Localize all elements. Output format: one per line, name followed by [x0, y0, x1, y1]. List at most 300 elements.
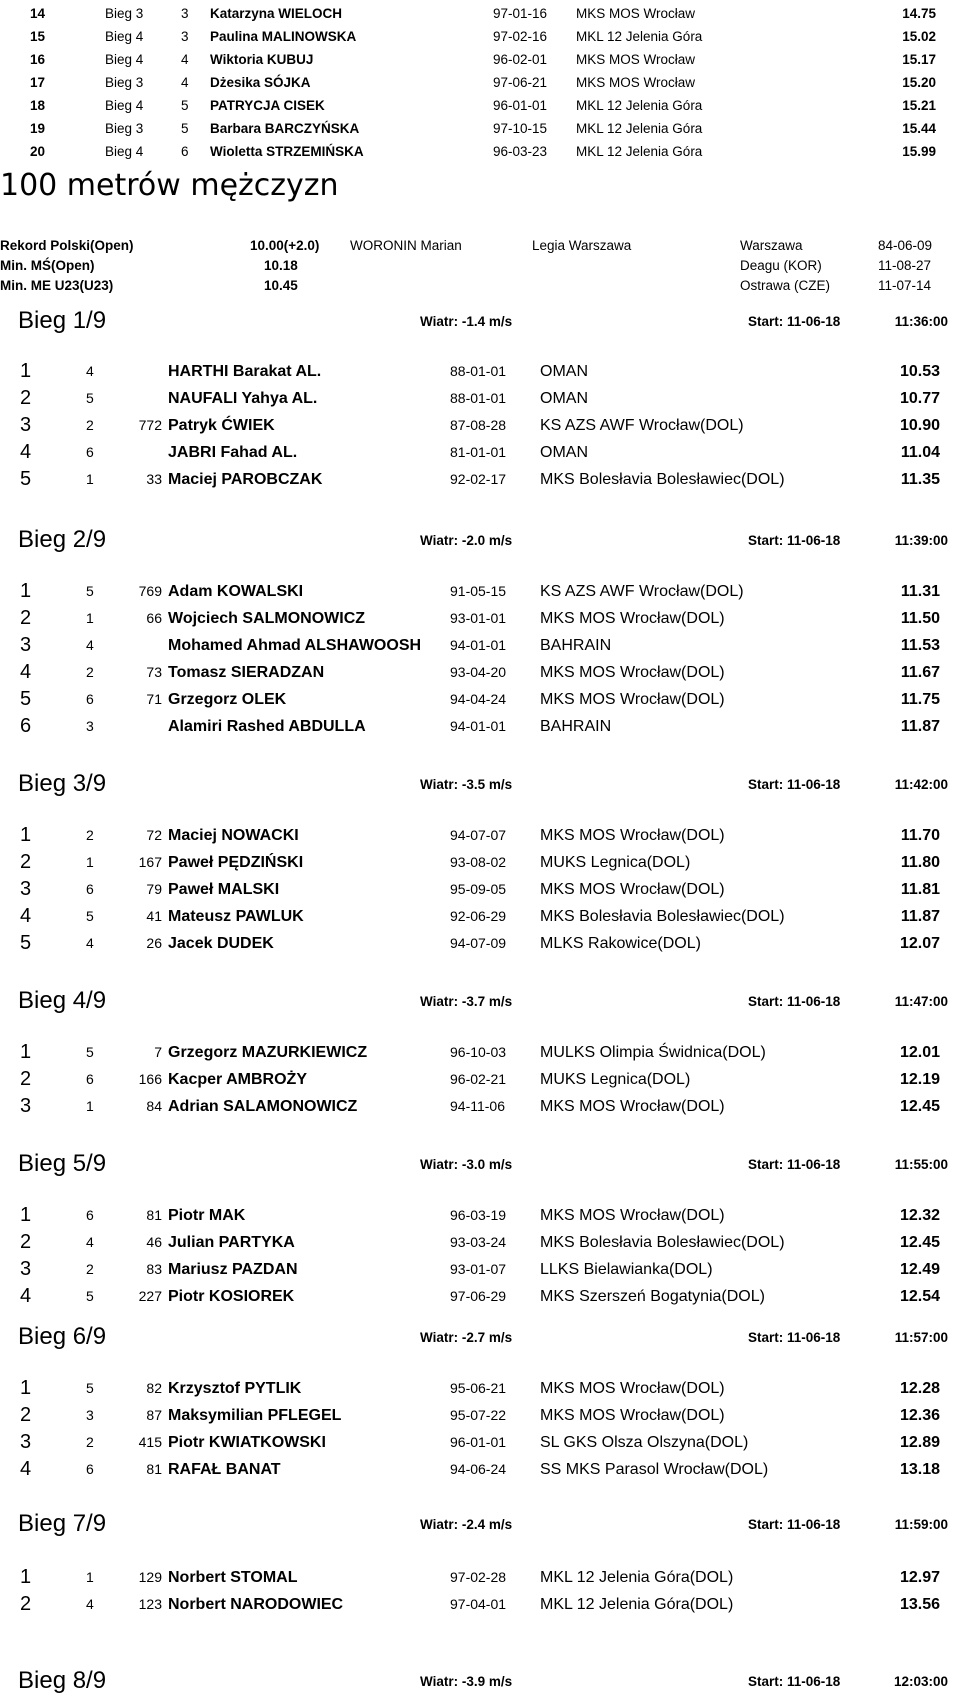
birth-date: 81-01-01 — [450, 444, 507, 460]
result-row — [0, 632, 960, 659]
place: 2 — [20, 607, 32, 629]
result: 11.67 — [900, 664, 940, 681]
bib-number: 769 — [138, 583, 162, 599]
heat: Bieg 4 — [105, 52, 144, 67]
birth-date: 94-07-09 — [450, 935, 507, 951]
athlete-name: Julian PARTYKA — [168, 1234, 295, 1251]
birth-date: 97-04-01 — [450, 1596, 507, 1612]
athlete-name: RAFAŁ BANAT — [168, 1461, 281, 1478]
lane: 5 — [86, 908, 94, 924]
birth-date: 97-06-29 — [450, 1288, 507, 1304]
athlete-name: NAUFALI Yahya AL. — [168, 390, 318, 407]
heat-start-date: Start: 11-06-18 — [748, 994, 841, 1009]
birth-date: 95-07-22 — [450, 1407, 507, 1423]
bib-number: 66 — [146, 610, 162, 626]
heat-title: Bieg 5/9 — [18, 1150, 107, 1177]
athlete-name: Norbert NARODOWIEC — [168, 1596, 344, 1613]
lane: 2 — [86, 827, 94, 843]
heat-wind: Wiatr: -1.4 m/s — [420, 314, 513, 329]
lane: 1 — [86, 471, 94, 487]
result-row — [0, 439, 960, 466]
heat: Bieg 4 — [105, 29, 144, 44]
place: 18 — [30, 98, 46, 113]
lane: 4 — [86, 1234, 94, 1250]
club: MKL 12 Jelenia Góra(DOL) — [540, 1569, 734, 1586]
birth-date: 93-04-20 — [450, 664, 507, 680]
athlete-name: Adam KOWALSKI — [168, 583, 304, 600]
athlete-name: HARTHI Barakat AL. — [168, 363, 322, 380]
heat-wind: Wiatr: -3.5 m/s — [420, 777, 513, 792]
birth-date: 97-02-16 — [493, 29, 548, 44]
heat-start-date: Start: 11-06-18 — [748, 777, 841, 792]
birth-date: 94-11-06 — [450, 1098, 506, 1114]
result: 12.49 — [899, 1261, 940, 1278]
heat-header — [0, 1507, 960, 1541]
club: OMAN — [540, 363, 588, 380]
bib-number: 73 — [146, 664, 162, 680]
lane: 5 — [86, 1044, 94, 1060]
lane: 3 — [181, 6, 189, 21]
athlete-name: Krzysztof PYTLIK — [168, 1380, 302, 1397]
record-holder: WORONIN Marian — [350, 238, 462, 253]
result: 13.56 — [899, 1596, 940, 1613]
lane: 5 — [86, 1288, 94, 1304]
lane: 6 — [181, 144, 189, 159]
bib-number: 81 — [146, 1207, 162, 1223]
result: 12.36 — [899, 1407, 940, 1424]
heat-header — [0, 767, 960, 801]
lane: 5 — [181, 121, 189, 136]
place: 15 — [30, 29, 46, 44]
bib-number: 41 — [146, 908, 162, 924]
birth-date: 96-02-21 — [450, 1071, 507, 1087]
lane: 4 — [86, 935, 94, 951]
record-label: Min. ME U23(U23) — [0, 278, 114, 293]
result-row — [0, 466, 960, 493]
heat-start-time: 11:36:00 — [894, 314, 948, 329]
place: 5 — [20, 932, 32, 954]
heat-start-time: 11:42:00 — [894, 777, 948, 792]
club: MKS MOS Wrocław(DOL) — [540, 691, 725, 708]
athlete-name: Kacper AMBROŻY — [168, 1071, 307, 1088]
bib-number: 79 — [146, 881, 162, 897]
athlete-name: PATRYCJA CISEK — [210, 98, 325, 113]
heat-header — [0, 1147, 960, 1181]
result: 12.32 — [899, 1207, 940, 1224]
bib-number: 81 — [146, 1461, 162, 1477]
record-place: Warszawa — [740, 238, 803, 253]
birth-date: 94-07-07 — [450, 827, 507, 843]
birth-date: 92-06-29 — [450, 908, 507, 924]
result: 14.75 — [902, 6, 936, 21]
athlete-name: Alamiri Rashed ABDULLA — [168, 718, 366, 735]
result: 11.35 — [900, 471, 940, 488]
heat-start-date: Start: 11-06-18 — [748, 1157, 841, 1172]
athlete-name: Paulina MALINOWSKA — [210, 29, 357, 44]
heat-start-date: Start: 11-06-18 — [748, 1330, 841, 1345]
bib-number: 129 — [138, 1569, 162, 1585]
birth-date: 93-01-01 — [450, 610, 507, 626]
lane: 5 — [86, 583, 94, 599]
heat-wind: Wiatr: -3.9 m/s — [420, 1674, 513, 1689]
place: 4 — [20, 661, 32, 683]
lane: 6 — [86, 691, 94, 707]
heat-title: Bieg 3/9 — [18, 770, 107, 797]
lane: 5 — [86, 1380, 94, 1396]
birth-date: 91-05-15 — [450, 583, 507, 599]
heat-start-time: 12:03:00 — [893, 1674, 948, 1689]
athlete-name: Katarzyna WIELOCH — [210, 6, 343, 21]
club: MKS MOS Wrocław(DOL) — [540, 1207, 725, 1224]
place: 2 — [20, 1231, 32, 1253]
athlete-name: Mohamed Ahmad ALSHAWOOSH — [168, 637, 422, 654]
place: 4 — [20, 441, 32, 463]
result-row — [0, 659, 960, 686]
place: 19 — [30, 121, 46, 136]
birth-date: 97-06-21 — [493, 75, 548, 90]
result-row — [0, 1229, 960, 1256]
lane: 4 — [86, 363, 94, 379]
place: 2 — [20, 1068, 32, 1090]
birth-date: 95-06-21 — [450, 1380, 507, 1396]
record-label: Rekord Polski(Open) — [0, 238, 134, 253]
bib-number: 772 — [138, 417, 162, 433]
heat-start-time: 11:59:00 — [894, 1517, 948, 1532]
lane: 5 — [181, 98, 189, 113]
bib-number: 26 — [146, 935, 162, 951]
bib-number: 46 — [146, 1234, 162, 1250]
record-date: 11-07-14 — [878, 278, 932, 293]
place: 1 — [20, 1566, 32, 1588]
heat-wind: Wiatr: -2.4 m/s — [420, 1517, 513, 1532]
place: 6 — [20, 715, 32, 737]
birth-date: 96-03-23 — [493, 144, 548, 159]
result: 11.75 — [900, 691, 940, 708]
table-row — [0, 71, 960, 95]
birth-date: 97-02-28 — [450, 1569, 507, 1585]
result: 15.99 — [902, 144, 936, 159]
record-row — [0, 276, 960, 296]
lane: 1 — [86, 610, 94, 626]
athlete-name: Maciej NOWACKI — [168, 827, 299, 844]
record-label: Min. MŚ(Open) — [0, 258, 95, 273]
club: LLKS Bielawianka(DOL) — [540, 1261, 713, 1278]
heat: Bieg 3 — [105, 75, 144, 90]
athlete-name: Piotr MAK — [168, 1207, 246, 1224]
heat: Bieg 3 — [105, 6, 144, 21]
heat-start-time: 11:55:00 — [894, 1157, 948, 1172]
result: 15.17 — [902, 52, 936, 67]
heat-header — [0, 1664, 960, 1698]
result-row — [0, 1039, 960, 1066]
result: 15.44 — [902, 121, 936, 136]
athlete-name: Norbert STOMAL — [168, 1569, 298, 1586]
bib-number: 166 — [138, 1071, 162, 1087]
heat-start-date: Start: 11-06-18 — [748, 1674, 841, 1689]
athlete-name: Dżesika SÓJKA — [210, 75, 311, 90]
result-row — [0, 412, 960, 439]
lane: 6 — [86, 1207, 94, 1223]
heat-wind: Wiatr: -3.0 m/s — [420, 1157, 513, 1172]
result-row — [0, 822, 960, 849]
bib-number: 7 — [154, 1044, 162, 1060]
birth-date: 94-04-24 — [450, 691, 507, 707]
place: 2 — [20, 1404, 32, 1426]
athlete-name: Wioletta STRZEMIŃSKA — [210, 144, 364, 159]
lane: 6 — [86, 444, 94, 460]
result-row — [0, 1283, 960, 1310]
result-row — [0, 385, 960, 412]
athlete-name: Mariusz PAZDAN — [168, 1261, 298, 1278]
club: MKL 12 Jelenia Góra — [576, 98, 703, 113]
place: 1 — [20, 580, 32, 602]
birth-date: 96-01-01 — [450, 1434, 507, 1450]
bib-number: 87 — [146, 1407, 162, 1423]
club: MKS MOS Wrocław(DOL) — [540, 1407, 725, 1424]
birth-date: 96-03-19 — [450, 1207, 507, 1223]
club: MUKS Legnica(DOL) — [540, 1071, 691, 1088]
record-row — [0, 256, 960, 276]
record-value: 10.18 — [264, 258, 298, 273]
athlete-name: Tomasz SIERADZAN — [168, 664, 325, 681]
result-row — [0, 358, 960, 385]
place: 1 — [20, 360, 32, 382]
club: MKL 12 Jelenia Góra — [576, 121, 703, 136]
club: MKS MOS Wrocław(DOL) — [540, 610, 725, 627]
result: 12.19 — [899, 1071, 940, 1088]
table-row — [0, 48, 960, 72]
place: 14 — [30, 6, 46, 21]
result-row — [0, 1202, 960, 1229]
result: 10.53 — [899, 363, 940, 380]
heat-wind: Wiatr: -2.7 m/s — [420, 1330, 513, 1345]
lane: 5 — [86, 390, 94, 406]
heat-title: Bieg 6/9 — [18, 1323, 107, 1350]
bib-number: 71 — [146, 691, 162, 707]
lane: 2 — [86, 417, 94, 433]
club: MKS MOS Wrocław(DOL) — [540, 664, 725, 681]
athlete-name: Paweł PĘDZIŃSKI — [168, 854, 304, 871]
result: 11.53 — [900, 637, 940, 654]
lane: 4 — [86, 637, 94, 653]
place: 1 — [20, 1041, 32, 1063]
club: MKL 12 Jelenia Góra(DOL) — [540, 1596, 734, 1613]
record-place: Deagu (KOR) — [740, 258, 822, 273]
result: 10.90 — [899, 417, 940, 434]
result: 15.20 — [902, 75, 936, 90]
club: MKS MOS Wrocław(DOL) — [540, 1380, 725, 1397]
athlete-name: Jacek DUDEK — [168, 935, 274, 952]
athlete-name: Piotr KOSIOREK — [168, 1288, 295, 1305]
heat-start-time: 11:57:00 — [894, 1330, 948, 1345]
lane: 6 — [86, 881, 94, 897]
heat-title: Bieg 2/9 — [18, 526, 107, 553]
bib-number: 84 — [146, 1098, 162, 1114]
heat-header — [0, 1320, 960, 1354]
birth-date: 93-08-02 — [450, 854, 507, 870]
result: 11.04 — [900, 444, 940, 461]
result: 12.89 — [899, 1434, 940, 1451]
lane: 2 — [86, 1261, 94, 1277]
athlete-name: Maksymilian PFLEGEL — [168, 1407, 342, 1424]
club: SL GKS Olsza Olszyna(DOL) — [540, 1434, 749, 1451]
result: 11.70 — [900, 827, 940, 844]
birth-date: 92-02-17 — [450, 471, 507, 487]
athlete-name: Patryk ĆWIEK — [168, 417, 275, 434]
result: 10.77 — [899, 390, 940, 407]
club: OMAN — [540, 444, 588, 461]
club: MKS Szerszeń Bogatynia(DOL) — [540, 1288, 765, 1305]
place: 16 — [30, 52, 46, 67]
athlete-name: Mateusz PAWLUK — [168, 908, 304, 925]
club: MUKS Legnica(DOL) — [540, 854, 691, 871]
result: 15.21 — [902, 98, 936, 113]
result: 12.45 — [899, 1098, 940, 1115]
result: 12.28 — [899, 1380, 940, 1397]
birth-date: 94-01-01 — [450, 637, 507, 653]
result-row — [0, 686, 960, 713]
result: 12.07 — [899, 935, 940, 952]
place: 5 — [20, 688, 32, 710]
result-row — [0, 1591, 960, 1618]
place: 20 — [30, 144, 46, 159]
lane: 4 — [86, 1596, 94, 1612]
lane: 2 — [86, 1434, 94, 1450]
result-row — [0, 1093, 960, 1120]
record-value: 10.45 — [264, 278, 298, 293]
result: 11.81 — [900, 881, 940, 898]
place: 2 — [20, 851, 32, 873]
place: 1 — [20, 1204, 32, 1226]
club: KS AZS AWF Wrocław(DOL) — [540, 583, 744, 600]
bib-number: 33 — [146, 471, 162, 487]
athlete-name: Paweł MALSKI — [168, 881, 280, 898]
heat-start-date: Start: 11-06-18 — [748, 533, 841, 548]
club: MKS Bolesłavia Bolesławiec(DOL) — [540, 908, 785, 925]
place: 3 — [20, 414, 32, 436]
birth-date: 97-10-15 — [493, 121, 548, 136]
club: MULKS Olimpia Świdnica(DOL) — [540, 1044, 766, 1061]
athlete-name: Adrian SALAMONOWICZ — [168, 1098, 358, 1115]
result-row — [0, 930, 960, 957]
heat-title: Bieg 1/9 — [18, 307, 107, 334]
result: 13.18 — [899, 1461, 940, 1478]
heat-title: Bieg 7/9 — [18, 1510, 107, 1537]
result-row — [0, 1429, 960, 1456]
club: BAHRAIN — [540, 637, 612, 654]
result: 12.45 — [899, 1234, 940, 1251]
bib-number: 82 — [146, 1380, 162, 1396]
heat-start-date: Start: 11-06-18 — [748, 1517, 841, 1532]
club: MKS MOS Wrocław — [576, 52, 696, 67]
birth-date: 93-03-24 — [450, 1234, 507, 1250]
place: 3 — [20, 1431, 32, 1453]
heat-start-time: 11:47:00 — [894, 994, 948, 1009]
place: 3 — [20, 1258, 32, 1280]
heat-title: Bieg 4/9 — [18, 987, 107, 1014]
heat-wind: Wiatr: -2.0 m/s — [420, 533, 513, 548]
birth-date: 97-01-16 — [493, 6, 548, 21]
club: MLKS Rakowice(DOL) — [540, 935, 701, 952]
club: MKS MOS Wrocław(DOL) — [540, 881, 725, 898]
lane: 3 — [86, 1407, 94, 1423]
table-row — [0, 94, 960, 118]
heat-title: Bieg 8/9 — [18, 1667, 107, 1694]
record-place: Ostrawa (CZE) — [740, 278, 831, 293]
place: 3 — [20, 1095, 32, 1117]
lane: 1 — [86, 1569, 94, 1585]
table-row — [0, 25, 960, 49]
lane: 1 — [86, 854, 94, 870]
place: 2 — [20, 1593, 32, 1615]
club: MKL 12 Jelenia Góra — [576, 144, 703, 159]
athlete-name: JABRI Fahad AL. — [168, 444, 298, 461]
heat-start-date: Start: 11-06-18 — [748, 314, 841, 329]
heat-header — [0, 984, 960, 1018]
lane: 6 — [86, 1071, 94, 1087]
club: BAHRAIN — [540, 718, 612, 735]
place: 4 — [20, 1285, 32, 1307]
bib-number: 83 — [146, 1261, 162, 1277]
birth-date: 93-01-07 — [450, 1261, 507, 1277]
birth-date: 95-09-05 — [450, 881, 507, 897]
result: 11.31 — [900, 583, 940, 600]
heat-header — [0, 304, 960, 338]
birth-date: 94-01-01 — [450, 718, 507, 734]
lane: 3 — [181, 29, 189, 44]
birth-date: 94-06-24 — [450, 1461, 507, 1477]
athlete-name: Wojciech SALMONOWICZ — [168, 610, 366, 627]
result-row — [0, 1256, 960, 1283]
bib-number: 415 — [138, 1434, 162, 1450]
birth-date: 88-01-01 — [450, 390, 507, 406]
place: 1 — [20, 1377, 32, 1399]
athlete-name: Wiktoria KUBUJ — [210, 52, 314, 67]
result-row — [0, 1375, 960, 1402]
result: 12.97 — [899, 1569, 940, 1586]
result-row — [0, 713, 960, 740]
heat-start-time: 11:39:00 — [894, 533, 948, 548]
heat: Bieg 3 — [105, 121, 144, 136]
result-row — [0, 1066, 960, 1093]
record-row — [0, 236, 960, 256]
club: SS MKS Parasol Wrocław(DOL) — [540, 1461, 769, 1478]
athlete-name: Barbara BARCZYŃSKA — [210, 121, 360, 136]
result: 11.87 — [900, 908, 940, 925]
lane: 3 — [86, 718, 94, 734]
birth-date: 96-10-03 — [450, 1044, 507, 1060]
bib-number: 123 — [138, 1596, 162, 1612]
birth-date: 96-01-01 — [493, 98, 548, 113]
table-row — [0, 2, 960, 26]
result-row — [0, 578, 960, 605]
athlete-name: Maciej PAROBCZAK — [168, 471, 323, 488]
athlete-name: Grzegorz OLEK — [168, 691, 287, 708]
record-club: Legia Warszawa — [532, 238, 632, 253]
result-row — [0, 605, 960, 632]
result-row — [0, 1402, 960, 1429]
lane: 4 — [181, 75, 189, 90]
place: 5 — [20, 468, 32, 490]
place: 3 — [20, 878, 32, 900]
record-value: 10.00(+2.0) — [250, 238, 320, 253]
club: MKS MOS Wrocław(DOL) — [540, 1098, 725, 1115]
place: 17 — [30, 75, 46, 90]
place: 4 — [20, 905, 32, 927]
heat: Bieg 4 — [105, 144, 144, 159]
club: MKS Bolesłavia Bolesławiec(DOL) — [540, 471, 785, 488]
result: 11.50 — [900, 610, 940, 627]
